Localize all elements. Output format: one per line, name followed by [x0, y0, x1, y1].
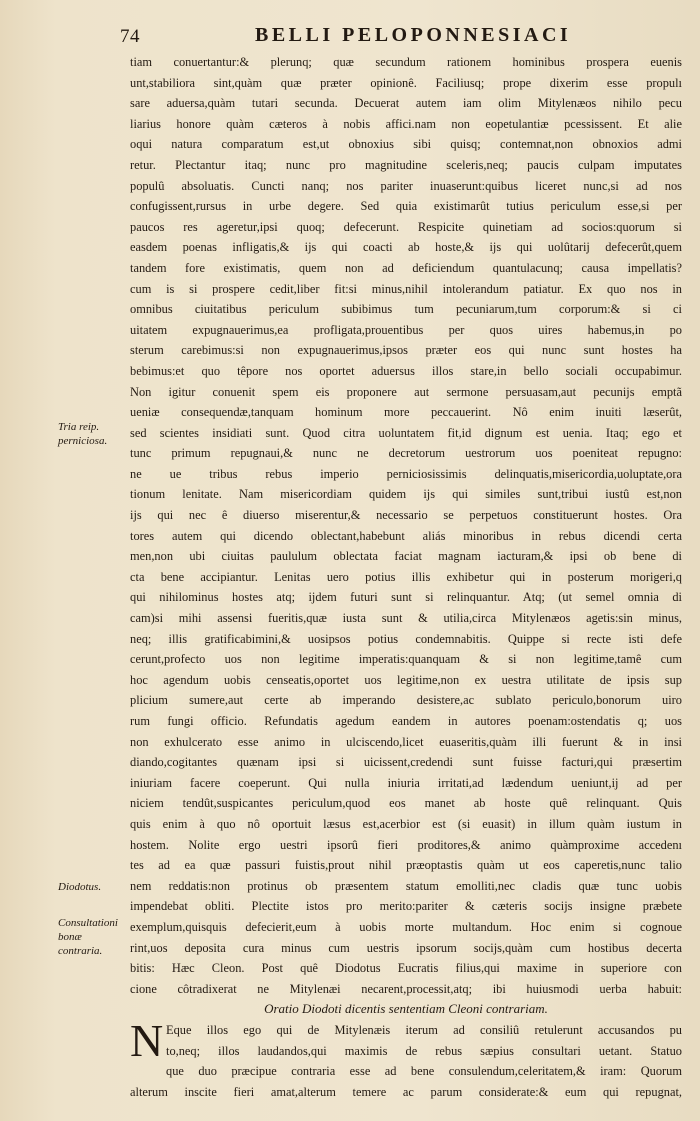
- text-line: nem reddatis:non protinus ob præsentem statum emolliti,nec cladis quæ tunc uobis: [130, 878, 682, 893]
- text-line: omnibus ciuitatibus periculum subibimus tum pecuniarum,tum corporum:& si ci: [130, 302, 682, 317]
- page-number: 74: [120, 26, 140, 47]
- margin-note-tria: Tria reip. perniciosa.: [58, 421, 108, 447]
- text-line: tiam conuertantur:& plerunq; quæ secundum rationem hominibus prospera euenis: [130, 55, 682, 69]
- text-line: tionum lenitate. Nam misericordiam quidem ijs qui similes sunt,tribui iustû est,non: [130, 487, 682, 502]
- text-line: tes ad ea quæ passuri fuistis,prout nihil præoptastis quàm ut eos caperetis,nunc talio: [130, 858, 682, 873]
- text-line: ueniæ consequendæ,tanquam hominum more peccauerint. Nô enim inuiti læserût,: [130, 405, 682, 420]
- text-line: quis enim à quo nô oportuit læsus est,acerbior est (si euasit) in illum quàm iustum in: [130, 816, 682, 831]
- text-line: hoc agendum uobis censeatis,oportet uos legitime,non ex uestra utilitate de ipsis sup: [130, 672, 682, 687]
- text-line: uitatem expugnauerimus,ea profligata,prouentibus per quos uires habemus,in po: [130, 322, 682, 337]
- text-line: tores autem qui dicendo oblectant,habebunt aliás minoribus in rebus dicendi certa: [130, 528, 682, 543]
- text-line: qui nihilominus hostes atq; ijdem futuri sunt si relinquantur. Atq; (ut semel omnia di: [130, 590, 682, 605]
- text-line: Non igitur conuenit spem eis proponere aut sermone persuasam,aut pecunijs emptã: [130, 384, 682, 399]
- text-line: confugissent,rursus in urbe degere. Sed quia existimarût tutius periculum esse,si per: [130, 199, 682, 214]
- text-line: ijs qui nec ê diuerso miserentur,& necessario se perpetuos constituerunt hostes. Ora: [130, 508, 682, 523]
- text-line: niciem tendût,suspicantes periculum,quod eos manet ab hoste quê relinquant. Quis: [130, 796, 682, 811]
- text-line: sterum carebimus:si non expugnauerimus,ipsos præter eos qui nunc sunt hostes ha: [130, 343, 682, 358]
- text-line: tandem fore existimatis, quem non ad deficiendum quantulacunq; causa impellatis?: [130, 260, 682, 275]
- text-line: oqui natura comparatum est,ut obnoxius sibi quisq; contemnat,non obnoxios admi: [130, 137, 682, 152]
- running-title: BELLI PELOPONNESIACI: [255, 24, 572, 46]
- text-line: ne ue tribus rebus imperio perniciosissimis delinquatis,misericordia,uoluptate,ora: [130, 466, 682, 481]
- dropcap-lines: [130, 1014, 682, 1082]
- body-text: [130, 52, 682, 1102]
- text-line: easdem poenas infligatis,& ijs qui coacti ab hoste,& ijs qui uolûtarij defecerût,quem: [130, 240, 682, 255]
- text-line: sed scientes insidiati sunt. Quod citra uoluntatem fit,id dignum est uenia. Itaq; ego et: [130, 425, 682, 440]
- text-line: neq; illis gratificabimini,& uosipsos potius condemnabitis. Quippe si recte isti defe: [130, 631, 682, 646]
- text-line: que duo præcipue contraria esse ad bene consulendum,celeritatem,& iram: Quorum: [166, 1064, 682, 1079]
- margin-note-consultationi: Consultationi bonæ contraria.: [58, 917, 118, 957]
- text-line: cerunt,profecto uos non legitime imperatis:quanquam & si non legitime,tamê cum: [130, 652, 682, 667]
- text-line: sare aduersa,quàm tutari secunda. Decuerat autem iam olim Mitylenæos nihilo pecu: [130, 96, 682, 111]
- page-header: [120, 22, 685, 52]
- text-line: plicium sumere,aut certe ab imperando desistere,ac sublato periculo,bonorum uiro: [130, 693, 682, 708]
- text-line: men,non ubi ciuitas paululum oblectata faciat magnam iacturam,& ipsi ob bene di: [130, 549, 682, 564]
- text-line-last: alterum inscite fieri amat,alterum temere ac parum considerate:& eum qui repugnat,: [130, 1084, 682, 1099]
- text-line: cam)si mihi assensi fueritis,quæ iusta sunt & utilia,circa Mitylenæos agetis:sin minus,: [130, 611, 682, 626]
- oration-heading: Oratio Diodoti dicentis sententiam Cleoni contrariam.: [264, 1001, 548, 1017]
- text-line: impendebat obliti. Plectite istos pro merito:pariter & cæteris socijs insigne præbete: [130, 899, 682, 914]
- text-line: bitis: Hæc Cleon. Post quê Diodotus Eucratis filius,qui maxime in superiore con: [130, 961, 682, 976]
- text-line: iniuriam facere coeperunt. Qui nulla iniuria irritati,ad lædendum ueniunt,ij ad per: [130, 775, 682, 790]
- text-block-diodotus: [130, 1014, 682, 1082]
- text-line: rum fungi officio. Refundatis agedum eandem in autores poenam:ostendatis q; uos: [130, 714, 682, 728]
- text-line: exemplum,quisquis defecierit,eum à uobis morte multandum. Hoc enim si cognoue: [130, 919, 682, 934]
- text-line: diando,cogitantes quænam ipsi si uicissent,credendi sunt fuisse facturi,qui præsertim: [130, 755, 682, 770]
- text-line: Eque illos ego qui de Mitylenæis iterum ad consiliû retulerunt accusandos pu: [166, 1022, 682, 1037]
- text-line: bebimus:et quo têpore nos oportet aduersus illos stare,in bello sociali occupabimur.: [130, 363, 682, 378]
- text-line: retur. Plectantur itaq; nunc pro magnitudine sceleris,neq; paucis culpam imputates: [130, 157, 682, 172]
- text-line: cione côtradixerat ne Mitylenæi necarent,processit,atq; ibi huiusmodi uerba habuit:: [130, 981, 682, 996]
- text-line: unt,stabiliora sint,quàm quæ præter opinionê. Faciliusq; prope dixerim esse propulı: [130, 75, 682, 90]
- margin-note-diodotus: Diodotus.: [58, 881, 102, 893]
- text-line: liarius honore quàm cæteros à nobis affici.nam non eopetulantiæ pcessissent. Et alie: [130, 116, 682, 131]
- text-line: paucos res ageretur,ipsi quoq; defecerunt. Respicite quinetiam ad socios:quorum si: [130, 219, 682, 234]
- text-line: tunc primum repugnaui,& nunc ne decretorum uestrorum uos poeniteat repugno:: [130, 446, 682, 461]
- drop-cap-initial: N: [130, 1014, 164, 1066]
- text-block-cleon: [130, 52, 682, 999]
- text-line: hostem. Nolite ergo uestri ipsorû fieri proditores,& animo quàmproxime accedenı: [130, 837, 682, 852]
- text-line: populû absoluatis. Cuncti nanq; nos pariter inuaserunt:quibus liceret nunc,si ad nos: [130, 178, 682, 193]
- text-line: to,neq; illos laudandos,qui maximis de rebus sæpius consultari uetant. Statuo: [166, 1043, 682, 1058]
- text-line: cta bene accipiantur. Lenitas uero potius illis exhibetur qui in posterum morigeri,q: [130, 569, 682, 584]
- text-line: non exhulcerato esse animo in ulciscendo,licet euaseritis,quàm illi fuerunt & in insi: [130, 734, 682, 749]
- text-line: cum is si prospere cedit,liber fit:si minus,nihil intolerandum patiatur. Ex quo nos in: [130, 281, 682, 296]
- text-line: rint,uos deposita cura minus cum uestris ipsorum socijs,quàm cum hostibus decerta: [130, 940, 682, 955]
